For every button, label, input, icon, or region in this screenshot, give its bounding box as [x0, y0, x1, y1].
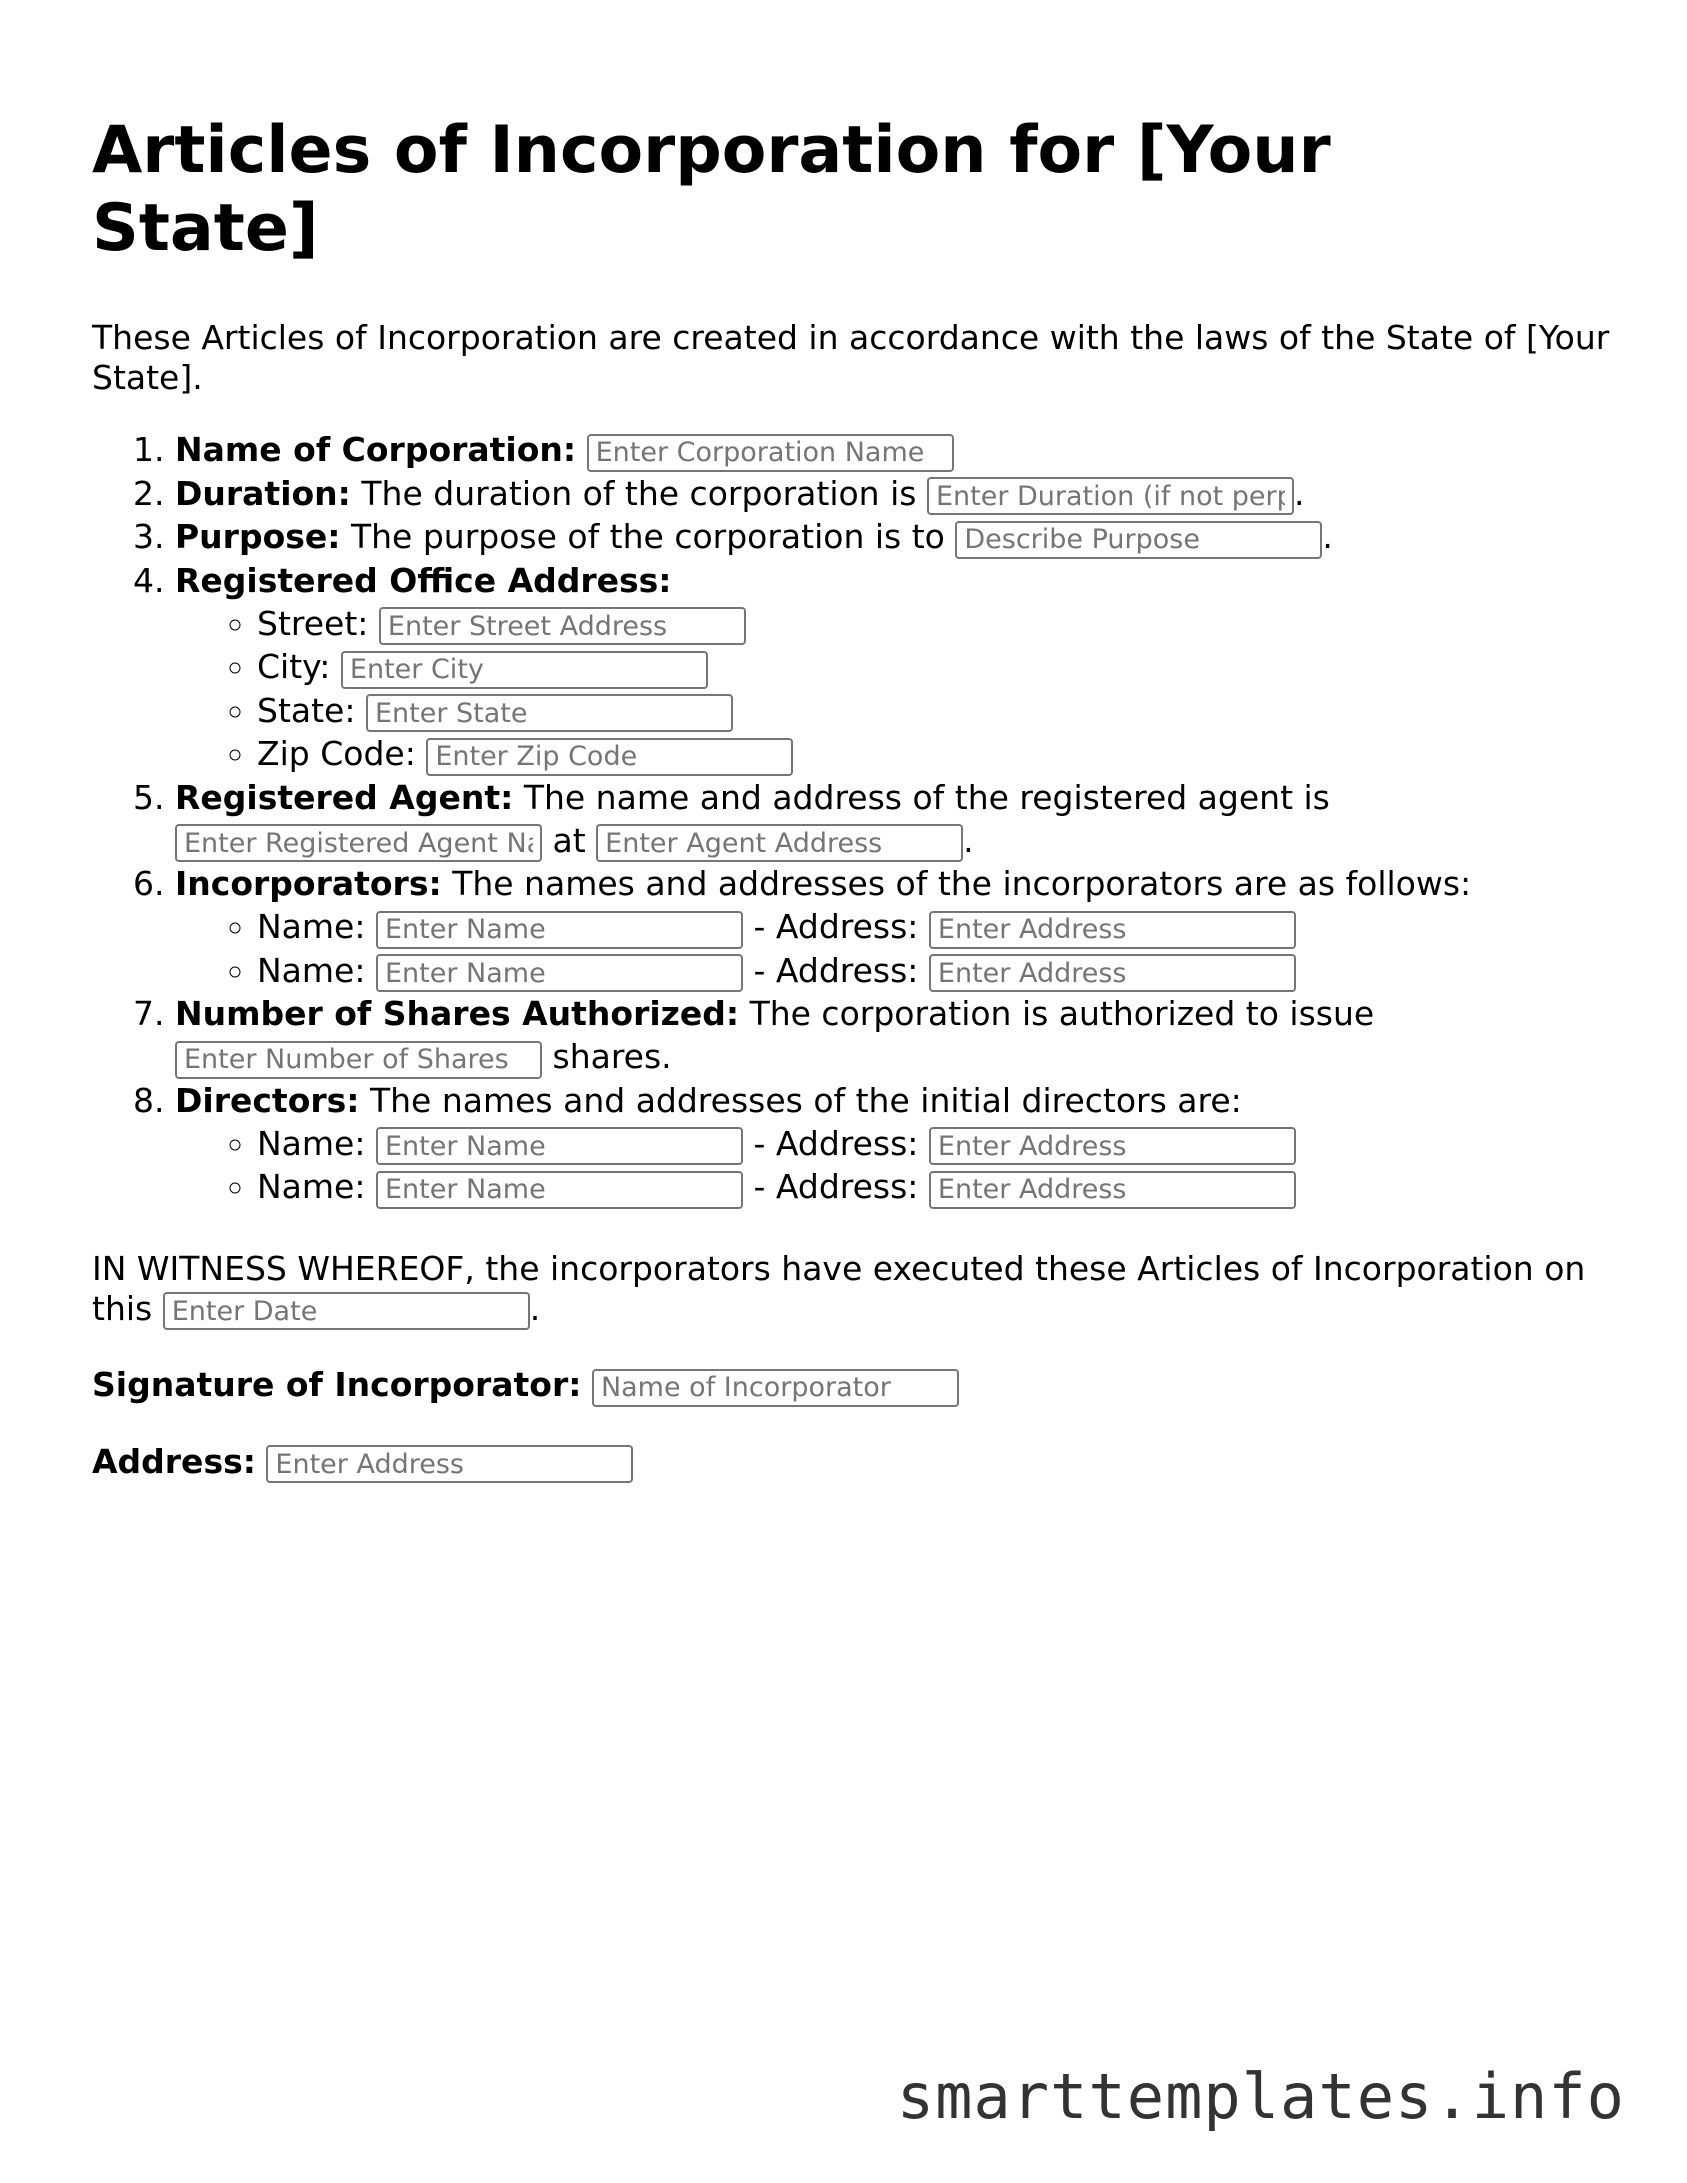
article-directors-text: The names and addresses of the initial directors are: [369, 1080, 1242, 1120]
article-duration [175, 472, 1612, 516]
article-purpose-text: The purpose of the corporation is to [350, 517, 945, 556]
incorporator-address-label: - Address: [753, 907, 919, 946]
incorporator-item [257, 949, 1612, 993]
article-purpose [175, 515, 1612, 559]
director-address-label: - Address: [753, 1123, 919, 1163]
article-registered-agent-text: The name and address of the registered agent is [523, 777, 1330, 817]
article-incorporators-text: The names and addresses of the incorporators are as follows: [452, 864, 1472, 903]
agent-period: . [963, 820, 974, 860]
director-1-name-input[interactable] [376, 1127, 743, 1165]
purpose-input[interactable] [955, 521, 1322, 559]
article-incorporators-label: Incorporators: [175, 864, 442, 903]
article-purpose-label: Purpose: [175, 517, 341, 556]
article-name [175, 428, 1612, 472]
articles-list [92, 428, 1612, 1209]
article-shares-label: Number of Shares Authorized: [175, 994, 740, 1033]
address-line [92, 1442, 1612, 1484]
witness-period: . [529, 1288, 541, 1328]
signature-input[interactable] [592, 1369, 959, 1407]
incorporator-address-label: - Address: [753, 950, 919, 990]
article-registered-agent-label: Registered Agent: [175, 777, 514, 817]
incorporator-name-label: Name: [257, 907, 366, 946]
director-name-label: Name: [257, 1123, 366, 1163]
purpose-period: . [1322, 517, 1333, 556]
shares-input[interactable] [175, 1041, 542, 1079]
office-state-item [257, 689, 1612, 733]
duration-period: . [1293, 473, 1305, 513]
director-address-label: - Address: [753, 1167, 919, 1206]
street-input[interactable] [379, 607, 746, 645]
article-name-label: Name of Corporation: [175, 430, 577, 469]
document-title: Articles of Incorporation for [Your State] [92, 113, 1331, 266]
article-incorporators [175, 862, 1612, 992]
article-shares-text: The corporation is authorized to issue [749, 994, 1375, 1033]
watermark-text: smarttemplates.info [896, 2060, 1625, 2133]
agent-address-input[interactable] [596, 824, 963, 862]
directors-list [175, 1122, 1612, 1209]
signature-label: Signature of Incorporator: [92, 1365, 582, 1404]
city-label: City: [257, 647, 331, 686]
incorporator-2-address-input[interactable] [929, 954, 1296, 992]
incorporator-address-input[interactable] [266, 1445, 633, 1483]
article-registered-office [175, 559, 1612, 776]
office-address-list [175, 602, 1612, 776]
article-duration-text: The duration of the corporation is [361, 473, 917, 513]
director-2-name-input[interactable] [376, 1171, 743, 1209]
director-item [257, 1122, 1612, 1166]
article-directors-label: Directors: [175, 1080, 360, 1120]
office-street-item [257, 602, 1612, 646]
date-input[interactable] [163, 1292, 530, 1330]
director-1-address-input[interactable] [929, 1127, 1296, 1165]
witness-text: IN WITNESS WHEREOF, the incorporators have executed these Articles of Incorporation on this [92, 1248, 1586, 1328]
state-label: State: [257, 690, 356, 730]
zip-label: Zip Code: [257, 734, 416, 773]
address-label: Address: [92, 1441, 256, 1481]
witness-paragraph [92, 1249, 1612, 1331]
office-city-item [257, 645, 1612, 689]
incorporator-1-address-input[interactable] [929, 911, 1296, 949]
article-duration-label: Duration: [175, 473, 351, 513]
office-zip-item [257, 732, 1612, 776]
director-2-address-input[interactable] [929, 1171, 1296, 1209]
agent-name-input[interactable] [175, 824, 542, 862]
article-registered-office-label: Registered Office Address: [175, 560, 672, 600]
article-registered-agent [175, 776, 1612, 863]
document-page [92, 112, 1612, 1483]
city-input[interactable] [341, 651, 708, 689]
zip-input[interactable] [426, 738, 793, 776]
incorporator-item [257, 905, 1612, 949]
article-shares [175, 992, 1612, 1079]
intro-paragraph: These Articles of Incorporation are created in accordance with the laws of the State of [Your State]. [92, 318, 1610, 397]
article-directors [175, 1079, 1612, 1209]
shares-suffix: shares. [552, 1037, 672, 1076]
incorporators-list [175, 905, 1612, 992]
duration-input[interactable] [927, 477, 1294, 515]
corporation-name-input[interactable] [587, 434, 954, 472]
incorporator-2-name-input[interactable] [376, 954, 743, 992]
agent-at-text: at [552, 820, 586, 860]
incorporator-1-name-input[interactable] [376, 911, 743, 949]
incorporator-name-label: Name: [257, 950, 366, 990]
street-label: Street: [257, 603, 369, 643]
state-input[interactable] [366, 694, 733, 732]
director-name-label: Name: [257, 1167, 366, 1206]
director-item [257, 1165, 1612, 1209]
signature-line [92, 1365, 1612, 1407]
